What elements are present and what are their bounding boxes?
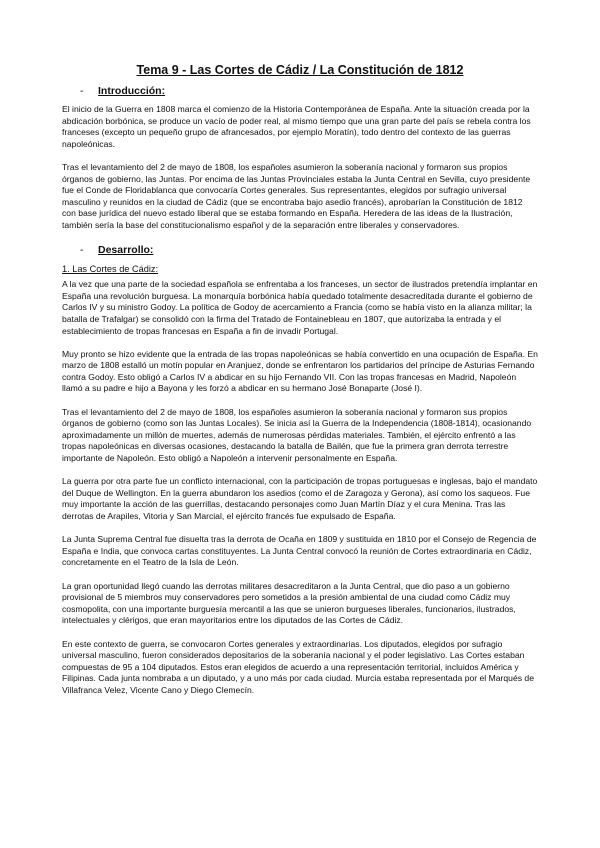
section-heading-label: Desarrollo: [98,244,154,257]
subsection-heading-label: 1. Las Cortes de Cádiz: [62,264,159,275]
subsection-heading [62,263,538,275]
paragraph: El inicio de la Guerra en 1808 marca el comienzo de la Historia Contemporánea de España. Ante la situación creada por la abdicación borbónica, se produce un vacío de poder real, al mismo tiempo que una gran parte del país se rebela contra los franceses (excepto un pequeño grupo de afrancesados, por ejemplo Moratín), todo dentro del contexto de las guerras napoleónicas. [62,104,531,149]
paragraph: Tras el levantamiento del 2 de mayo de 1808, los españoles asumieron la soberanía nacional y formaron sus propios órganos de gobierno (como son las Juntas Locales). Se inicia así la Guerra de la Independencia (1808-1814), ocasionando aproximadamente un millón de muertes, además de numerosas pérdidas materiales. También, el ejército enfrentó a las tropas napoleónicas en diversas ocasiones, destacando la batalla de Bailén, que fue la primera gran derrota terrestre importante de Napoleón. Esto obligó a Napoleón a intervenir personalmente en España. [62,406,532,464]
paragraph: La gran oportunidad llegó cuando las derrotas militares desacreditaron a la Junta Central, que dio paso a un gobierno provisional de 5 miembros muy conservadores pero sometidos a la presión ambiental de una ciudad como Cádiz muy cosmopolita, con una importante burguesía mercantil a las que se unieron burgueses liberales, funcionarios, ilustrados, intelectuales y clérigos, que eran mayoritarios entre los diputados de las Cortes de Cádiz. [62,580,516,626]
paragraph: A la vez que una parte de la sociedad española se enfrentaba a los franceses, un sector de ilustrados pretendía implantar en España una revolución burguesa. La monarquía borbónica había quedado totalmente desacreditada durante el gobierno de Carlos IV y su ministro Godoy. La política de Godoy de acercamiento a Francia (como se había visto en la alianza militar; la batalla de Trafalgar) se consolidó con la firma del Tratado de Fontainebleau en 1807, que autorizaba la entrada y el establecimiento de tropas francesas en España a fin de invadir Portugal. [62,279,538,336]
paragraph: La Junta Suprema Central fue disuelta tras la derrota de Ocaña en 1809 y sustituida en 1810 por el Consejo de Regencia de España e India, que convoca cartas constituyentes. La Junta Central convocó la reunión de Cortes extraordinaria en Cádiz, concretamente en el Teatro de la Isla de León. [62,534,537,568]
section-bullet: - [80,85,84,97]
section-heading-label: Introducción: [98,85,166,97]
paragraph: La guerra por otra parte fue un conflicto internacional, con la participación de tropas portuguesas e inglesas, bajo el mandato del Duque de Wellington. En la guerra abundaron los asedios (como el de Zaragoza y Gerona), así como los saqueos. Fue muy importante la acción de las guerrillas, destacando personajes como Juan Martín Díaz y el cura Menina. Tras las derrotas de Arapiles, Vitoria y San Marcial, el ejército francés fue expulsado de España. [62,476,538,521]
section-bullet: - [80,244,84,257]
paragraph: Tras el levantamiento del 2 de mayo de 1808, los españoles asumieron la soberanía nacional y formaron sus propios órganos de gobierno, las Juntas. Por encima de las Juntas Provinciales estaba la Junta Central en Sevilla, cuyo presidente fue el Conde de Floridablanca que convocaría Cortes generales. Sus representantes, elegidos por sufragio universal masculino y reunidos en la ciudad de Cádiz (que se encontraba bajo asedio francés), aprobarían la Constitución de 1812 con base jurídica del nuevo estado liberal que se estaba formando en España. Heredera de las ideas de la Ilustración, también sería la base del constitucionalismo español y de la separación entre liberales y conservadores. [62,161,531,230]
document-page [62,62,538,708]
paragraph: En este contexto de guerra, se convocaron Cortes generales y extraordinarias. Los diputados, elegidos por sufragio universal masculino, fueron considerados depositarios de la soberanía nacional y el poder legislativo. Las Cortes estaban compuestas de 95 a 104 diputados. Estos eran elegidos de acuerdo a una representación territorial, incluidos América y Filipinas. Cada junta nombraba a un diputado, y a uno más por cada ciudad. Murcia estaba representada por el Marqués de Villafranca Velez, Vicente Cano y Diego Clemecín. [62,638,534,695]
section-heading-introduccion [62,84,538,98]
document-title: Tema 9 - Las Cortes de Cádiz / La Constitución de 1812 [136,63,464,77]
section-heading-desarrollo [62,243,538,257]
paragraph: Muy pronto se hizo evidente que la entrada de las tropas napoleónicas se había convertido en una ocupación de España. En marzo de 1808 estalló un motín popular en Aranjuez, donde se enfrentaron los partidarios del príncipe de Asturias Fernando contra Godoy. Esto obligó a Carlos IV a abdicar en su hijo Fernando VII. Con las tropas francesas en Madrid, Napoleón llamó a su padre e hijo a Bayona y les forzó a abdicar en su hermano José Bonaparte (José I). [62,348,538,394]
